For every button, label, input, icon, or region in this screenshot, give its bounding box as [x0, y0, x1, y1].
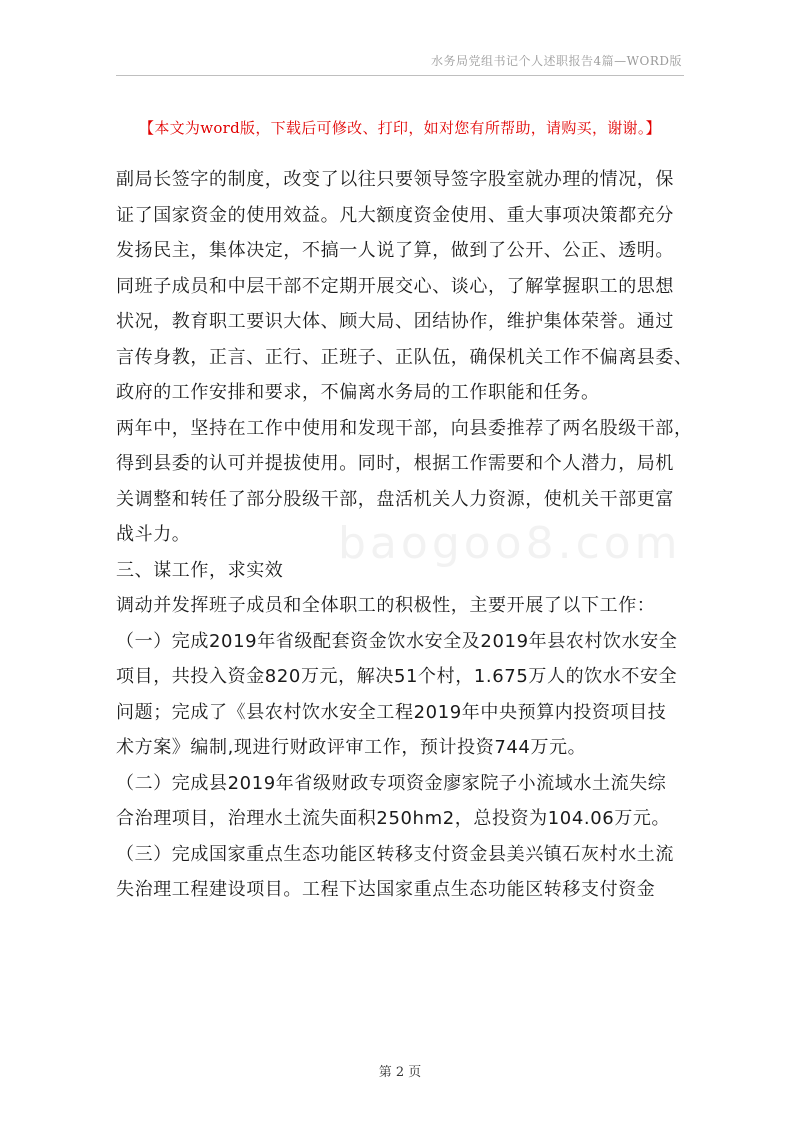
text-line: （三）完成国家重点生态功能区转移支付资金县美兴镇石灰村水土流: [116, 843, 674, 865]
text-line: 项目，共投入资金820万元，解决51个村，1.675万人的饮水不安全: [116, 666, 678, 687]
text-line: 问题；完成了《县农村饮水安全工程2019年中央预算内投资项目技: [116, 701, 667, 723]
body-text: [116, 162, 693, 908]
text-line: 状况，教育职工要识大体、顾大局、团结协作，维护集体荣誉。通过: [116, 311, 674, 332]
purchase-notice: 【本文为word版，下载后可修改、打印，如对您有所帮助，请购买，谢谢。】: [139, 119, 661, 137]
text-line: （二）完成县2019年省级财政专项资金廖家院子小流域水土流失综: [116, 772, 667, 794]
text-line: 副局长签字的制度，改变了以往只要领导签字股室就办理的情况，保: [116, 169, 674, 190]
section-heading: 三、谋工作，求实效: [116, 559, 284, 581]
text-line: 术方案》编制,现进行财政评审工作，预计投资744万元。: [116, 737, 587, 758]
text-line: 证了国家资金的使用效益。凡大额度资金使用、重大事项决策都充分: [116, 204, 674, 226]
text-line: 同班子成员和中层干部不定期开展交心、谈心，了解掌握职工的思想: [116, 275, 674, 297]
text-line: 政府的工作安排和要求，不偏离水务局的工作职能和任务。: [116, 382, 600, 403]
page-number: 第 2 页: [378, 1065, 422, 1080]
text-line: 言传身教，正言、正行、正班子、正队伍，确保机关工作不偏离县委、: [116, 346, 693, 368]
text-line: 调动并发挥班子成员和全体职工的积极性，主要开展了以下工作：: [116, 595, 656, 616]
watermark: baogoo8.com: [338, 518, 682, 569]
text-line: （一）完成2019年省级配套资金饮水安全及2019年县农村饮水安全: [116, 630, 678, 652]
text-line: 发扬民主，集体决定，不搞一人说了算，做到了公开、公正、透明。: [116, 240, 674, 261]
text-line: 战斗力。: [116, 524, 191, 545]
paragraph: [116, 162, 693, 908]
text-line: 关调整和转任了部分股级干部，盘活机关人力资源，使机关干部更富: [116, 488, 674, 510]
text-line: 合治理项目，治理水土流失面积250hm2，总投资为104.06万元。: [116, 808, 671, 829]
text-line: 两年中，坚持在工作中使用和发现干部，向县委推荐了两名股级干部，: [116, 417, 693, 439]
header-divider: [116, 75, 684, 76]
text-line: 得到县委的认可并提拔使用。同时，根据工作需要和个人潜力，局机: [116, 453, 674, 474]
text-line: 失治理工程建设项目。工程下达国家重点生态功能区转移支付资金: [116, 879, 656, 900]
running-header: 水务局党组书记个人述职报告4篇—WORD版: [431, 54, 682, 68]
